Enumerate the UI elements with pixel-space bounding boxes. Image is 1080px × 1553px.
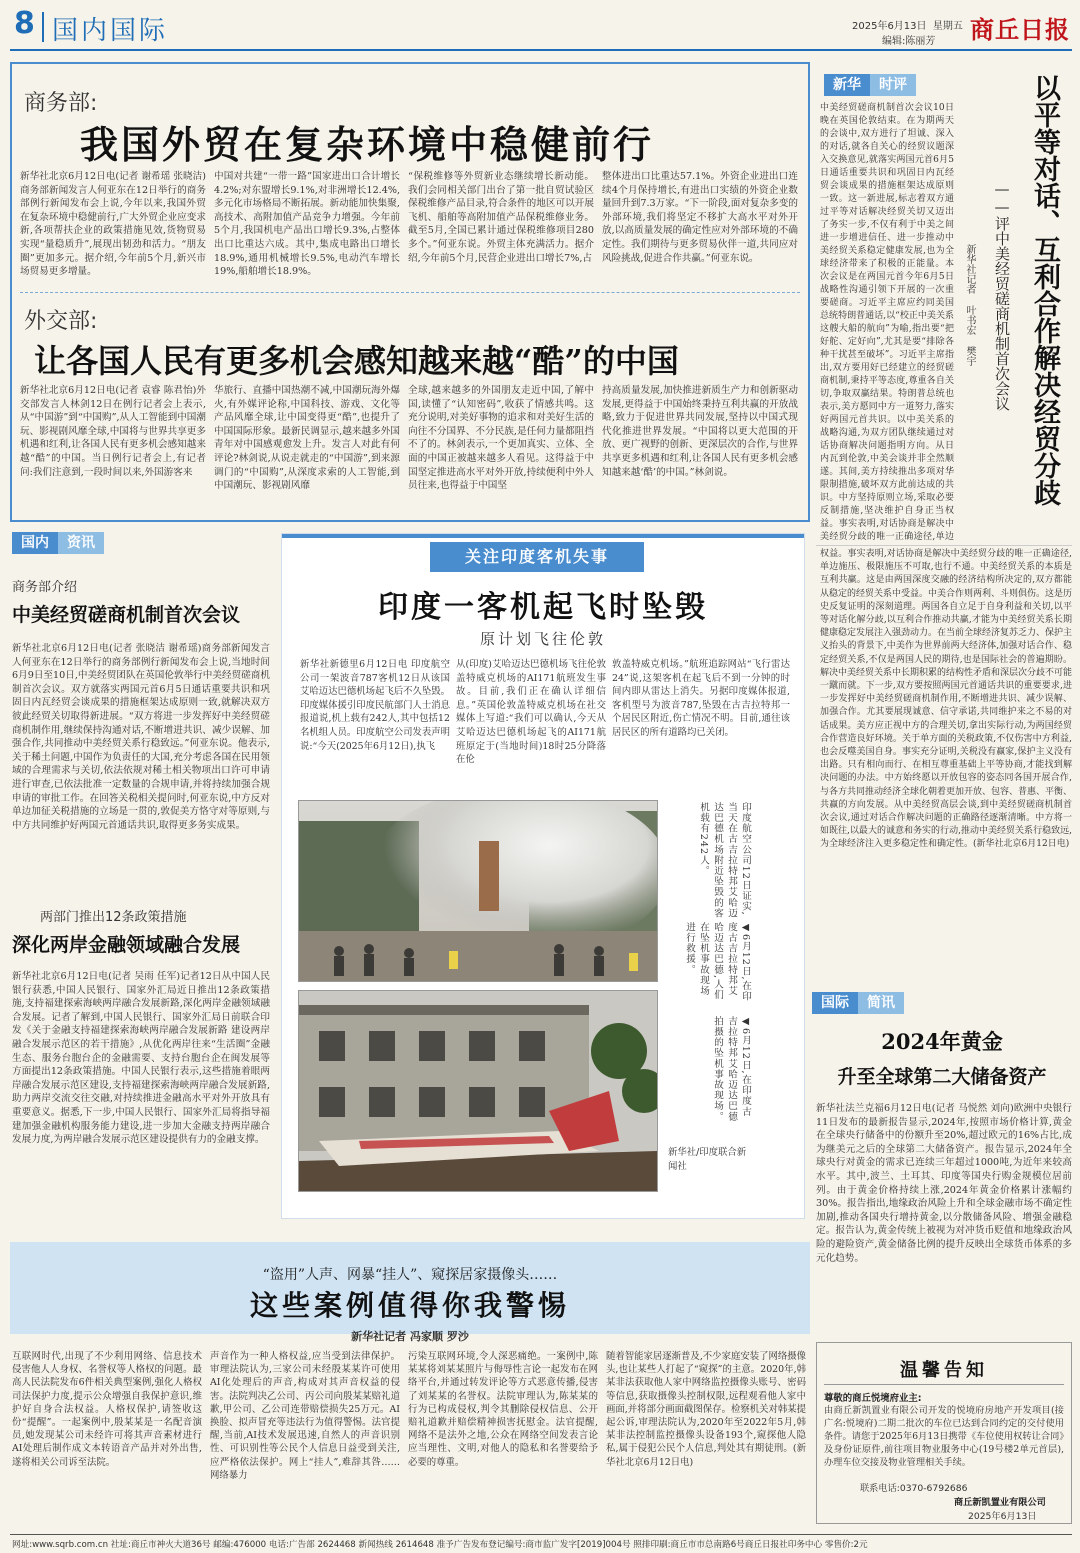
bottom-col-2: 声音作为一种人格权益,应当受到法律保护。审理法院认为,三家公司未经殷某某许可使用AI化处理后的声音,构成对其声音权益的侵害。法院判决乙公司、丙公司向殷某某赔礼道歉,甲公司、乙公司连带赔偿损失25万元。AI换脸、拟声冒充等违法行为值得警惕。法官提醒,当前,AI技术发展迅速,自然人的声音识别性、可识别性等公民个人信息日益受到关注,应严格依法保护。网上“挂人”,难辞其咎……网络暴力: [210, 1351, 400, 1481]
commentary-byline: 新华社记者 叶书宏 樊宇: [964, 244, 975, 366]
commentary-body: 中美经贸磋商机制首次会议10日晚在英国伦敦结束。在为期两天的会谈中,双方进行了坦诚、深入的对话,就各自关心的经贸议题深入交换意见,就落实两国元首6月5日通话重要共识和巩固日内瓦经贸会谈成果的措施框架达成原则一致。这一新进展,标志着双方通过平等对话解决经贸关切又迈出了务实一步,不仅有利于中美之间进一步增进信任、进一步推动中美经贸关系稳定健康发展,也为全球经济带来了积极的正能量。本次会议是在两国元首今年6月5日战略性沟通引领下开展的一次重要磋商。习近平主席应约同美国总统特朗普通话,以“校正中美关系这艘大船的航向”为喻,指出要“把好舵、定好向”,尤其是要“排除各种干扰甚至破坏”。习近平主席指出,双方要用好已经建立的经贸磋商机制,秉持平等态度,尊重各自关切,争取双赢结果。特朗普总统也表示,美方愿同中方一道努力,落实好两国元首共识。以中美关系的战略沟通,为双方团队继续通过对话协商解决问题指明方向。从日内瓦到伦敦,中美会谈并非全然顺遂。其间,美方持续推出多项对华限制措施,破坏双方此前达成的共识。中方坚持原则立场,采取必要反制措施,坚决维护自身正当权益。事实表明,对话协商是解决中美经贸分歧的唯一正确途径,单边: [820, 103, 954, 542]
plane-col-2: 从(印度)艾哈迈达巴德机场飞往伦敦盖特威克机场的AI171航班发生事故。目前,我们正在确认详细信息。”英国伦敦盖特威克机场在社交媒体上写道:“我们可以确认,今天从艾哈迈达巴德机场起飞的AI171航班原定于(当地时间)18时25分降落在伦: [456, 659, 606, 766]
notice-date: 2025年6月13日: [968, 1511, 1037, 1522]
section-title: 国内国际: [52, 16, 169, 46]
brief2-body: 新华社北京6月12日电(记者 吴雨 任军)记者12日从中国人民银行获悉,中国人民银行、国家外汇局近日推出12条政策措施,支持福建探索海峡两岸融合发展新路,深化两岸金融领域融合发展。记者了解到,中国人民银行、国家外汇局日前联合印发《关于金融支持福建探索海峡两岸融合发展新路 建设两岸融合发展示范区的若干措施》,从优化两岸往来“生活圈”金融生态、服务台胞台企的金融需要、支持台胞台企在闽发展等方面提出12条政策措施。中国人民银行表示,这些措施着眼两岸融合发展示范区建设,支持福建探索海峡两岸融合发展新路,助力两岸交流交往交融,对持续推进金融高水平对外开放具有重要意义。据悉,下一步,中国人民银行、国家外汇局将指导福建加强金融机构服务能力建设,进一步加大金融支持两岸融合发展力度,为两岸融合发展示范区建设提供有力的金融支撑。: [12, 971, 270, 1146]
article2-kicker: 外交部:: [24, 309, 98, 334]
photo3-caption: ◀6月12日,在印度古吉拉特邦艾哈迈达巴德拍摄的坠机事故现场。: [712, 1016, 751, 1122]
plane-subtitle: 原计划飞往伦敦: [479, 630, 606, 648]
notice-divider: [824, 1384, 1064, 1385]
bottom-col-3: 污染互联网环境,令人深恶痛绝。一案例中,陈某某将刘某某照片与侮辱性言论一起发布在网络平台,并通过转发评论等方式恶意传播,侵害了刘某某的名誉权。法院审理认为,陈某某的行为已构成侵权,判令其删除侵权信息、公开赔礼道歉并赔偿精神损害抚慰金。法官提醒,网络不是法外之地,公众在网络空间发表言论应当理性、文明,对他人的隐私和名誉要给予必要的尊重。: [408, 1351, 598, 1468]
notice-salutation: 尊敬的商丘悦境府业主:: [824, 1393, 922, 1404]
photo1-caption: 印度航空公司12日证实,当天在古吉拉特邦艾哈迈达巴德机场附近坠毁的客机载有242人。: [698, 802, 751, 919]
article1-col-4: 整体进出口比重达57.1%。外资企业进出口连续4个月保持增长,有进出口实绩的外资企业数量回升到7.3万家。“下一阶段,面对复杂多变的外部环境,我们将坚定不移扩大高水平对外开放,以高质量发展的确定性应对外部环境的不确定性。我们期待与更多贸易伙伴一道,共同应对风险挑战,促进合作共赢。”何亚东说。: [602, 171, 798, 264]
domestic-tag: 国内 资讯: [12, 532, 104, 554]
photo-credit: 新华社/印度联合新闻社: [668, 1147, 747, 1172]
article2-col-3: 全球,越来越多的外国朋友走近中国,了解中国,读懂了“认知密码”,收获了情感共鸣。这充分说明,对美好事物的追求和对美好生活的向往不分国界、不分民族,是任何力量都阻挡不了的。林剑表示,一个更加真实、立体、全面的中国正被越来越多人看见。这得益于中国坚定推进高水平对外开放,持续便利中外人员往来,也得益于中国坚: [408, 385, 594, 492]
plane-title: 印度一客机起飞时坠毁: [378, 590, 708, 625]
commentary-subtitle: ——评中美经贸磋商机制首次会议: [993, 180, 1011, 411]
article1-title: 我国外贸在复杂环境中稳健前行: [80, 122, 655, 167]
crash-site-image: [299, 991, 658, 1192]
commentary-body-cont: 权益。事实表明,对话协商是解决中美经贸分歧的唯一正确途径,单边施压、极限施压不可取,也行不通。中美经贸关系的本质是互利共赢。这是由两国深度交融的经济结构所决定的,双方都能从稳定的经贸关系中受益。中美合作则两利、斗则俱伤。这是历史反复证明的深刻道理。两国各自立足于自身利益和关切,以平等对话化解分歧,以互利合作推动共赢,才能为中美经贸关系长期健康稳定发展注入强劲动力。在当前全球经济复苏乏力、保护主义抬头的背景下,中美作为世界前两大经济体,加强对话合作、稳定经贸关系,不仅是两国人民的期待,也是国际社会的普遍期盼。解决中美经贸关系中长期积累的结构性矛盾和深层次分歧不可能一蹴而就。下一步,双方要按照两国元首通话共识的重要要求,进一步发挥好中美经贸磋商机制作用,不断增进共识、减少误解、加强合作。尤其要展现诚意、信守承诺,共同维护来之不易的对话成果。美方应正视中方的合理关切,拿出实际行动,为两国经贸合作营造良好环境。关于单方面的关税政策,不仅伤害中方利益,也会反噬美国自身。事实充分证明,关税没有赢家,保护主义没有出路。只有相向而行、在相互尊重基础上平等协商,才能找到解决问题的办法。中方始终愿以开放包容的姿态同各国开展合作,与各方共同推动经济全球化朝着更加开放、包容、普惠、平衡、共赢的方向发展。从中美经贸高层会谈,到中美经贸磋商机制首次会议,通过对话合作解决问题的正确路径逐渐清晰。中方将一如既往,以最大的诚意和务实的行动,推动中美经贸关系行稳致远,为全球经济注入更多稳定性和确定性。(新华社北京6月12日电): [820, 549, 1072, 850]
commentary-tag: 新华 时评: [824, 74, 916, 96]
brief2-title: 深化两岸金融领域融合发展: [12, 934, 241, 956]
photo2-caption: ◀6月12日,在印度古吉拉特邦艾哈迈达巴德,人们在坠机事故现场进行救援。: [684, 922, 751, 1002]
brief1-body: 新华社北京6月12日电(记者 张晓洁 谢希瑶)商务部新闻发言人何亚东在12日举行的商务部例行新闻发布会上说,当地时间6月9日至10日,中美经贸团队在英国伦敦举行中美经贸磋商机制首次会议。双方就落实两国元首6月5日通话重要共识和巩固日内瓦经贸会谈成果的措施框架达成原则一致,就解决双方彼此经贸关切取得新进展。“双方将进一步发挥好中美经贸磋商机制作用,继续保持沟通对话,不断增进共识、减少误解、加强合作,共同推动中美经贸关系行稳致远。”何亚东说。他表示,关于稀土问题,中国作为负责任的大国,充分考虑各国在民用领域的合理需求与关切,依法依规对稀土相关物项出口许可申请进行审查,已依法批准一定数量的合规申请,并将持续加强合规申请的审批工作。在回答关税相关提问时,何亚东说,中方反对单边加征关税措施的立场是一贯的,敦促美方恪守对等原则,与中方共同维护好两国元首通话共识,取得更多务实成果。: [12, 643, 270, 831]
page-number: 8: [14, 6, 35, 41]
article1-kicker: 商务部:: [24, 91, 98, 116]
crash-site-photo: [298, 990, 658, 1192]
issue-date: 2025年6月13日 星期五: [852, 21, 963, 32]
brief2-kicker: 两部门推出12条政策措施: [40, 910, 187, 925]
gold-title-2: 升至全球第二大储备资产: [837, 1066, 1047, 1088]
crash-smoke-image: [299, 801, 658, 982]
bottom-title: 这些案例值得你我警惕: [249, 1289, 570, 1322]
article2-title: 让各国人民有更多机会感知越来越“酷”的中国: [34, 342, 679, 380]
masthead-logo: 商丘日报: [970, 15, 1070, 44]
commentary-title: 以平等对话、互利合作解决经贸分歧: [1029, 74, 1060, 506]
article2-col-4: 持高质量发展,加快推进新质生产力和创新驱动发展,更得益于中国始终秉持互利共赢的开放战略,致力于促进世界共同发展,坚持以中国式现代化推进世界发展。“中国将以更大范围的开放、更广视野的创新、更深层次的合作,与世界共享更多机遇和红利,让各国人民有更多机会感知越来越‘酷’的中国。”林剑说。: [602, 385, 798, 478]
crash-smoke-photo: [298, 800, 658, 982]
article1-col-2: 中国对共建“一带一路”国家进出口合计增长4.2%;对东盟增长9.1%,对非洲增长12.4%,多元化市场格局不断拓展。新动能加快集聚,高技术、高附加值产品竞争力增强。今年前5个月,我国机电产品出口增长9.3%,占整体出口比重达六成。其中,集成电路出口增长18.9%,通用机械增长9.5%,电动汽车增长19%,船舶增长18.9%。: [214, 171, 400, 278]
notice-contact: 联系电话:0370-6792686: [860, 1483, 968, 1494]
brief1-title: 中美经贸磋商机制首次会议: [12, 604, 241, 626]
plane-kicker: 关注印度客机失事: [430, 542, 644, 572]
plane-col-3: 敦盖特威克机场。”航班追踪网站“飞行雷达24”说,这架客机在起飞后不到一分钟的时间内即从雷达上消失。另据印度媒体报道,客机型号为波音787,坠毁在古吉拉特邦一个居民区附近,伤亡情况不明。目前,通往该居民区的所有道路均已关闭。: [612, 659, 790, 738]
article1-col-3: “保税维修等外贸新业态继续增长新动能。我们会同相关部门出台了第一批自贸试验区保税维修产品目录,符合条件的地区可以开展飞机、船舶等高附加值产品保税维修业务。截至5月,全国已累计通过保税维修项目280多个。”何亚东说。外贸主体充满活力。据介绍,今年前5个月,民营企业进出口增长7%,占: [408, 171, 594, 264]
bottom-kicker: “盗用”人声、网暴“挂人”、窥探居家摄像头……: [262, 1267, 558, 1283]
article2-col-2: 华旅行、直播中国热潮不减,中国潮玩海外爆火,有外媒评论称,中国科技、游戏、文化等产品风靡全球,让中国变得更“酷”,也提升了中国国际形象。最新民调显示,越来越多外国青年对中国感观愈发上升。发言人对此有何评论?林剑说,从说走就走的“中国游”,到来源调门的“中国购”,从深度求索的人工智能,到中国潮玩、影视剧风靡: [214, 385, 400, 492]
brief1-kicker: 商务部介绍: [12, 580, 78, 595]
notice-company: 商丘新凯置业有限公司: [954, 1497, 1046, 1508]
gold-title-1: 2024年黄金: [881, 1029, 1003, 1054]
notice-body: 由商丘新凯置业有限公司开发的悦境府房地产开发项目(接广名:悦境府)二期二批次的车位已达到合同约定的交付使用条件。请您于2025年6月13日携带《车位使用权转让合同》及身份证原件,前往项目物业服务中心(19号楼2单元首层),办理车位交接及物业管理相关手续。: [824, 1405, 1064, 1468]
article2-col-1: 新华社北京6月12日电(记者 袁睿 陈君怡)外交部发言人林剑12日在例行记者会上表示,从“中国游”到“中国购”,从人工智能到中国潮玩、影视剧风靡全球,中国将与世界共享更多机遇和红利,让各国人民有更多机会感知越来越“酷”的中国。当日例行记者会上,有记者问:我们注意到,一段时间以来,外国游客来: [20, 385, 206, 478]
article1-col-1: 新华社北京6月12日电(记者 谢希瑶 张晓洁)商务部新闻发言人何亚东在12日举行的商务部例行新闻发布会上说,今年以来,我国外贸在复杂环境中稳健前行,广大外贸企业应变求新,各项帮扶企业的政策措施见效,货物贸易实现“量稳质升”,展现出韧劲和活力。“朋友圈”更加多元。据介绍,今年前5个月,新兴市场贸易更多增量。: [20, 171, 206, 278]
gold-tag: 国际 简讯: [812, 992, 904, 1014]
footer-info: 网址:www.sqrb.com.cn 社址:商丘市神火大道36号 邮编:476000 电话:广告部 2624468 新闻热线 2614648 准予广告发布登记编号:商市监广发字[2019]004号 照排印刷:商丘市市总南路6号商丘日报社印务中心 零售价:2元: [12, 1540, 868, 1550]
gold-body: 新华社法兰克福6月12日电(记者 马悦然 刘向)欧洲中央银行11日发布的最新报告显示,2024年,按照市场价格计算,黄金在全球央行储备中的份额升至20%,超过欧元的16%占比,成为继美元之后的全球第二大储备资产。报告显示,2024年全球央行对黄金的需求已连续三年超过1000吨,为近年来较高水平。其中,波兰、土耳其、印度等国央行购金规模位居前列。由于黄金价格持续上涨,2024年黄金价格累计涨幅约30%。报告指出,地缘政治风险上升和全球金融市场不确定性加剧,推动各国央行增持黄金,以分散储备风险、增强金融稳定。报告认为,黄金传统上被视为对冲货币贬值和地缘政治风险的避险资产,黄金储备比例的提升反映出全球货币体系的多元化趋势。: [816, 1103, 1072, 1264]
bottom-col-4: 随着智能家居逐渐普及,不少家庭安装了网络摄像头,也让某些人打起了“窥探”的主意。2020年,韩某非法获取他人家中网络监控摄像头账号、密码等信息,获取摄像头控制权限,远程观看他人家中画面,并将部分画面截图保存。检察机关对韩某提起公诉,审理法院认为,2020年至2022年5月,韩某非法控制监控摄像头设备193个,窥探他人隐私,属于侵犯公民个人信息,判处其有期徒刑。(新华社北京6月12日电): [606, 1351, 806, 1468]
notice-title: 温馨告知: [900, 1360, 988, 1381]
bottom-col-1: 互联网时代,出现了不少利用网络、信息技术侵害他人人身权、名誉权等人格权的问题。最高人民法院发布6件相关典型案例,强化人格权司法保护力度,提示公众增强自我保护意识,维护好自身合法权益。人格权保护,请签收这份“提醒”。一起案例中,殷某某是一名配音演员,她发现某公司未经许可将其声音素材进行AI处理后制作成文本转语音产品并对外出售,遂将相关公司诉至法院。: [12, 1351, 202, 1468]
bottom-byline: 新华社记者 冯家顺 罗沙: [351, 1330, 469, 1343]
editor: 编辑:陈丽芳: [882, 36, 936, 47]
page-header: [0, 0, 1080, 56]
plane-col-1: 新华社新德里6月12日电 印度航空公司一架波音787客机12日从该国艾哈迈达巴德机场起飞后不久坠毁。印度媒体援引印度民航部门人士消息报道说,机上载有242人,其中包括12名机组人员。印度航空公司发表声明说:“今天(2025年6月12日),执飞: [300, 659, 450, 752]
